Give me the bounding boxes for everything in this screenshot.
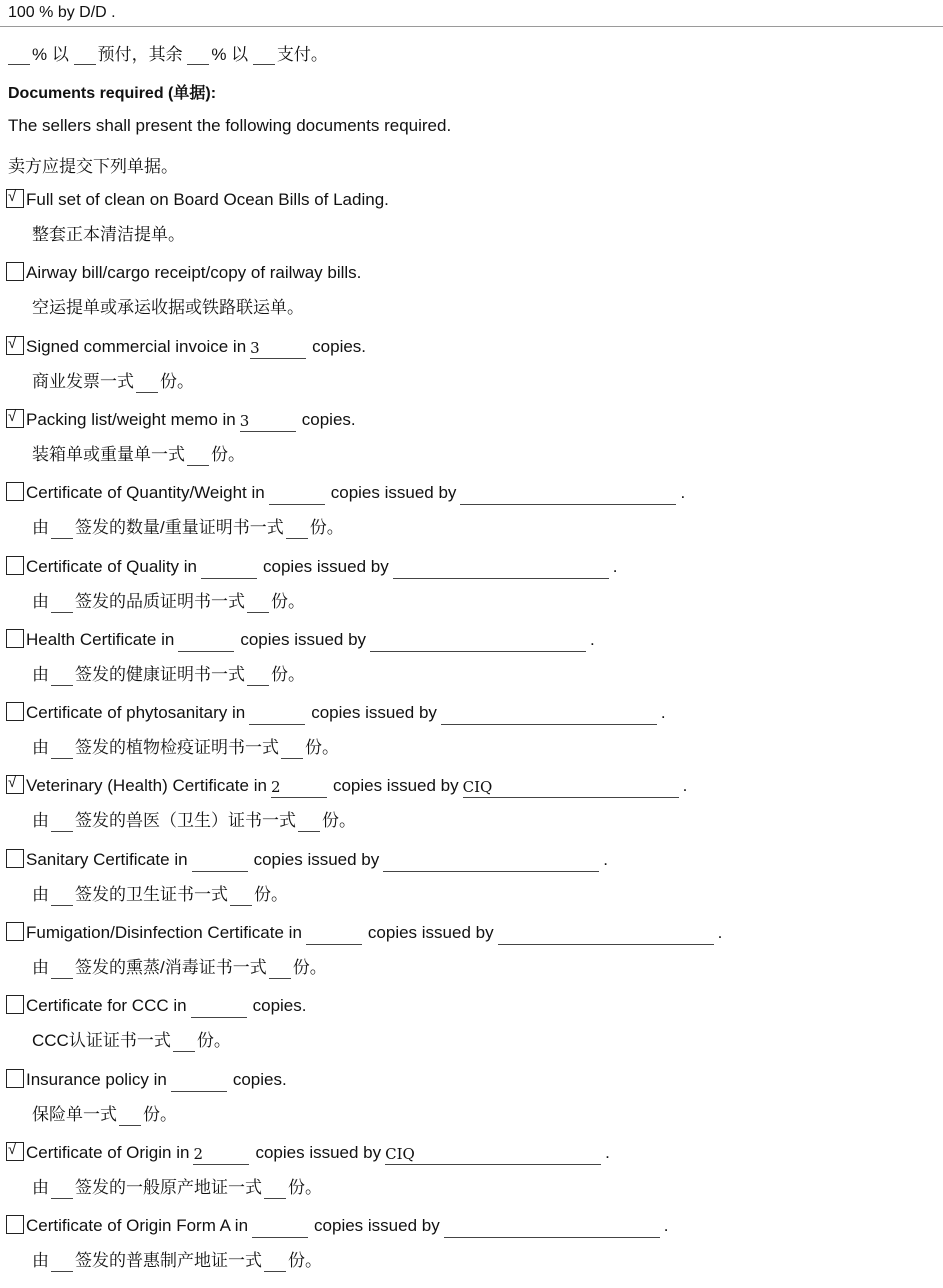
copies-field[interactable] [171, 1071, 227, 1092]
document-item [6, 481, 926, 555]
issued-by-label: copies issued by [330, 483, 457, 503]
document-item [6, 408, 926, 482]
issuer-field[interactable] [441, 704, 657, 725]
document-name-cn: 签发的卫生证书 [75, 884, 194, 904]
period: . [663, 1216, 669, 1236]
copies-label: copies. [301, 409, 356, 429]
document-name-cn: 装箱单或重量单一式 [32, 444, 185, 464]
document-name-cn: 商业发票一式 [32, 371, 134, 391]
document-item-cn [32, 1030, 231, 1052]
copies-label: copies. [232, 1069, 287, 1089]
period: . [717, 923, 723, 942]
period: . [660, 703, 666, 723]
issuer-field[interactable]: CIQ [463, 777, 679, 798]
document-name: Certificate for CCC in [26, 996, 187, 1016]
cn-copies-blank[interactable] [187, 445, 209, 466]
document-name: Certificate of Origin Form A in [26, 1216, 249, 1236]
copies-field[interactable] [192, 851, 248, 872]
copies-label: copies. [312, 336, 367, 356]
document-item-row [6, 701, 666, 725]
document-checkbox[interactable] [6, 262, 24, 281]
cn-copies-suffix: 份。 [211, 444, 245, 464]
cn-copies-blank[interactable] [281, 738, 303, 759]
cn-copies-blank[interactable] [247, 665, 269, 686]
document-checkbox[interactable] [6, 336, 24, 355]
cn-copies-prefix: 一式 [262, 811, 296, 831]
document-item-cn [32, 884, 288, 906]
cn-copies-prefix: 一式 [232, 958, 267, 977]
copies-field[interactable] [178, 631, 234, 652]
cn-copies-suffix: 份。 [143, 1104, 177, 1124]
document-item-row [6, 335, 366, 359]
cn-issuer-blank[interactable] [51, 885, 73, 906]
document-item [6, 555, 926, 629]
copies-field[interactable] [201, 558, 257, 579]
cn-issuer-blank[interactable] [51, 958, 73, 979]
divider [0, 26, 943, 27]
document-checkbox[interactable] [6, 995, 24, 1014]
issuer-field[interactable] [444, 1217, 660, 1238]
cn-copies-prefix: 一式 [245, 738, 279, 758]
cn-issuer-prefix: 由 [32, 664, 49, 684]
issued-by-label: copies issued by [253, 849, 380, 869]
cn-copies-prefix: 一式 [228, 1177, 262, 1197]
document-item-row [6, 774, 687, 798]
document-item-row [6, 261, 361, 285]
document-name-cn: 签发的一般原产地证 [75, 1177, 228, 1197]
document-checkbox[interactable] [6, 189, 24, 208]
issuer-field[interactable]: CIQ [385, 1144, 601, 1165]
document-name: Insurance policy in [26, 1069, 167, 1089]
document-item-cn [32, 371, 194, 393]
cn-copies-suffix: 份。 [288, 1251, 322, 1271]
document-name: Full set of clean on Board Ocean Bills of Lading. [26, 190, 389, 209]
cn-issuer-prefix: 由 [32, 518, 49, 538]
cn-issuer-blank[interactable] [51, 738, 73, 759]
document-item-cn [32, 517, 344, 539]
cn-copies-prefix: 一式 [211, 664, 245, 684]
issued-by-label: copies issued by [314, 1216, 440, 1236]
document-name-cn: 签发的熏蒸/消毒证书 [75, 958, 233, 977]
document-name-cn: CCC认证证书一式 [32, 1031, 171, 1051]
document-checkbox[interactable] [6, 1069, 24, 1088]
document-item [6, 921, 926, 995]
document-checkbox[interactable] [6, 849, 24, 868]
copies-field[interactable]: 3 [240, 411, 296, 432]
document-item [6, 994, 926, 1068]
period: . [680, 483, 686, 503]
cn-copies-suffix: 份。 [254, 884, 288, 904]
cn-copies-blank[interactable] [136, 372, 158, 393]
document-name: Fumigation/Disinfection Certificate in [26, 923, 302, 942]
issuer-field[interactable] [498, 924, 714, 945]
document-item-row [6, 1141, 610, 1165]
cn-copies-prefix: 一式 [228, 1251, 262, 1271]
cn-issuer-blank[interactable] [51, 665, 73, 686]
issued-by-label: copies issued by [332, 776, 459, 796]
document-item-row [6, 481, 685, 505]
check-mark-icon: √ [8, 188, 17, 205]
issued-by-label: copies issued by [263, 556, 389, 576]
copies-field[interactable]: 3 [250, 338, 306, 359]
cn-copies-blank[interactable] [264, 1251, 286, 1272]
balance-method-field[interactable] [253, 44, 275, 65]
document-item-cn [32, 444, 245, 466]
cn-copies-suffix: 份。 [196, 1031, 231, 1051]
document-item [6, 848, 926, 922]
check-mark-icon: √ [8, 407, 17, 425]
document-checkbox[interactable] [6, 482, 24, 501]
document-name-cn: 签发的植物检疫证明书 [75, 738, 245, 758]
document-name-cn: 签发的数量/重量证明书 [75, 518, 250, 538]
document-item [6, 1141, 926, 1215]
document-item-cn [32, 1250, 322, 1272]
issuer-field[interactable] [383, 851, 599, 872]
document-item [6, 1068, 926, 1142]
cn-copies-blank[interactable] [119, 1105, 141, 1126]
copies-field[interactable] [249, 704, 305, 725]
document-name: Certificate of Quality in [26, 556, 198, 576]
cn-issuer-prefix: 由 [32, 1177, 49, 1197]
documents-heading: Documents required (单据): [8, 85, 217, 102]
document-name-cn: 签发的健康证明书 [75, 664, 211, 684]
cn-copies-blank[interactable] [173, 1031, 195, 1052]
cn-copies-prefix: 一式 [194, 884, 228, 904]
document-name: Sanitary Certificate in [26, 849, 188, 869]
copies-field[interactable] [252, 1217, 308, 1238]
document-item [6, 335, 926, 409]
document-item-cn [32, 1104, 177, 1126]
cn-copies-blank[interactable] [230, 885, 252, 906]
document-item-cn [32, 1177, 322, 1199]
document-item [6, 701, 926, 775]
document-checkbox[interactable] [6, 1142, 24, 1161]
document-name: Certificate of Quantity/Weight in [26, 483, 265, 503]
document-name-cn: 保险单一式 [32, 1104, 117, 1124]
document-item-cn [32, 591, 305, 613]
cn-copies-blank[interactable] [286, 518, 308, 539]
check-mark-icon: √ [8, 774, 17, 792]
cn-issuer-blank[interactable] [51, 518, 73, 539]
cn-issuer-blank[interactable] [51, 1251, 73, 1272]
cn-issuer-prefix: 由 [32, 591, 49, 611]
document-item-row [6, 1214, 668, 1238]
document-item-cn [32, 664, 305, 686]
cn-copies-blank[interactable] [298, 811, 320, 832]
cn-copies-suffix: 份。 [271, 591, 305, 611]
document-item-row [6, 1068, 287, 1092]
documents-intro: The sellers shall present the following documents required. [8, 116, 452, 135]
issuer-field[interactable] [393, 558, 609, 579]
issued-by-label: copies issued by [367, 923, 494, 942]
document-name: Certificate of phytosanitary in [26, 703, 246, 723]
document-name: Packing list/weight memo in [26, 409, 236, 429]
document-checkbox[interactable] [6, 702, 24, 721]
document-item-cn [32, 224, 185, 246]
document-item-row [6, 628, 595, 652]
cn-copies-blank[interactable] [269, 958, 291, 979]
document-item-cn [32, 297, 304, 319]
document-item-cn [32, 810, 356, 832]
payment-terms-line: 100 % by D/D . [8, 4, 116, 21]
document-item-cn [32, 737, 339, 759]
cn-copies-suffix: 份。 [271, 664, 305, 684]
document-name: Signed commercial invoice in [26, 336, 247, 356]
document-item [6, 261, 926, 335]
document-item-cn [32, 957, 327, 979]
period: . [603, 849, 608, 869]
cn-copies-suffix: 份。 [292, 958, 327, 977]
document-name: Veterinary (Health) Certificate in [26, 776, 267, 796]
period: . [605, 1142, 610, 1162]
document-name-cn: 签发的品质证明书 [75, 591, 211, 611]
document-item-row [6, 994, 306, 1018]
document-name: Health Certificate in [26, 629, 175, 649]
copies-field[interactable] [269, 484, 325, 505]
cn-issuer-prefix: 由 [32, 884, 49, 904]
document-item [6, 1214, 926, 1288]
document-checkbox[interactable] [6, 922, 24, 941]
prepay-method-field[interactable] [74, 44, 96, 65]
document-item-row [6, 921, 722, 945]
issuer-field[interactable] [460, 484, 676, 505]
cn-copies-suffix: 份。 [309, 518, 344, 538]
cn-issuer-blank[interactable] [51, 592, 73, 613]
cn-copies-blank[interactable] [264, 1178, 286, 1199]
cn-issuer-prefix: 由 [32, 811, 49, 831]
balance-percent-field[interactable] [187, 44, 209, 65]
document-item [6, 774, 926, 848]
prepay-percent-field[interactable] [8, 44, 30, 65]
payment-split-line: % 以 预付，其余 % 以 支付。 [8, 40, 328, 65]
copies-field[interactable]: 2 [271, 777, 327, 798]
document-checkbox[interactable] [6, 556, 24, 575]
copies-field[interactable]: 2 [193, 1144, 249, 1165]
period: . [612, 556, 618, 576]
document-item-row [6, 555, 617, 579]
check-mark-icon: √ [8, 334, 17, 352]
cn-issuer-prefix: 由 [32, 1251, 49, 1271]
issued-by-label: copies issued by [255, 1142, 382, 1162]
document-checkbox[interactable] [6, 629, 24, 648]
issued-by-label: copies issued by [240, 629, 367, 649]
cn-copies-prefix: 一式 [249, 518, 284, 538]
check-mark-icon: √ [8, 1140, 17, 1158]
cn-issuer-prefix: 由 [32, 738, 49, 758]
period: . [590, 629, 595, 649]
document-item-row [6, 188, 389, 212]
cn-issuer-prefix: 由 [32, 958, 49, 977]
document-item [6, 188, 926, 262]
document-item-row [6, 848, 608, 872]
document-name-cn: 签发的兽医（卫生）证书 [75, 811, 262, 831]
cn-copies-suffix: 份。 [305, 738, 339, 758]
cn-issuer-blank[interactable] [51, 811, 73, 832]
copies-field[interactable] [191, 997, 247, 1018]
cn-issuer-blank[interactable] [51, 1178, 73, 1199]
cn-copies-suffix: 份。 [288, 1177, 322, 1197]
documents-intro-cn: 卖方应提交下列单据。 [8, 157, 178, 176]
cn-copies-suffix: 份。 [160, 371, 194, 391]
copies-field[interactable] [306, 924, 362, 945]
document-item-row [6, 408, 356, 432]
copies-label: copies. [252, 996, 307, 1016]
document-name-cn: 签发的普惠制产地证 [75, 1251, 228, 1271]
document-name-cn: 整套正本清洁提单。 [32, 225, 185, 244]
issued-by-label: copies issued by [311, 703, 437, 723]
document-checkbox[interactable] [6, 1215, 24, 1234]
document-checkbox[interactable] [6, 775, 24, 794]
issuer-field[interactable] [370, 631, 586, 652]
document-name-cn: 空运提单或承运收据或铁路联运单。 [32, 298, 304, 318]
cn-copies-suffix: 份。 [322, 811, 356, 831]
cn-copies-blank[interactable] [247, 592, 269, 613]
period: . [682, 776, 688, 796]
document-name: Airway bill/cargo receipt/copy of railway bills. [26, 263, 362, 283]
document-item [6, 628, 926, 702]
document-checkbox[interactable] [6, 409, 24, 428]
cn-copies-prefix: 一式 [211, 591, 245, 611]
document-name: Certificate of Origin in [26, 1142, 190, 1162]
